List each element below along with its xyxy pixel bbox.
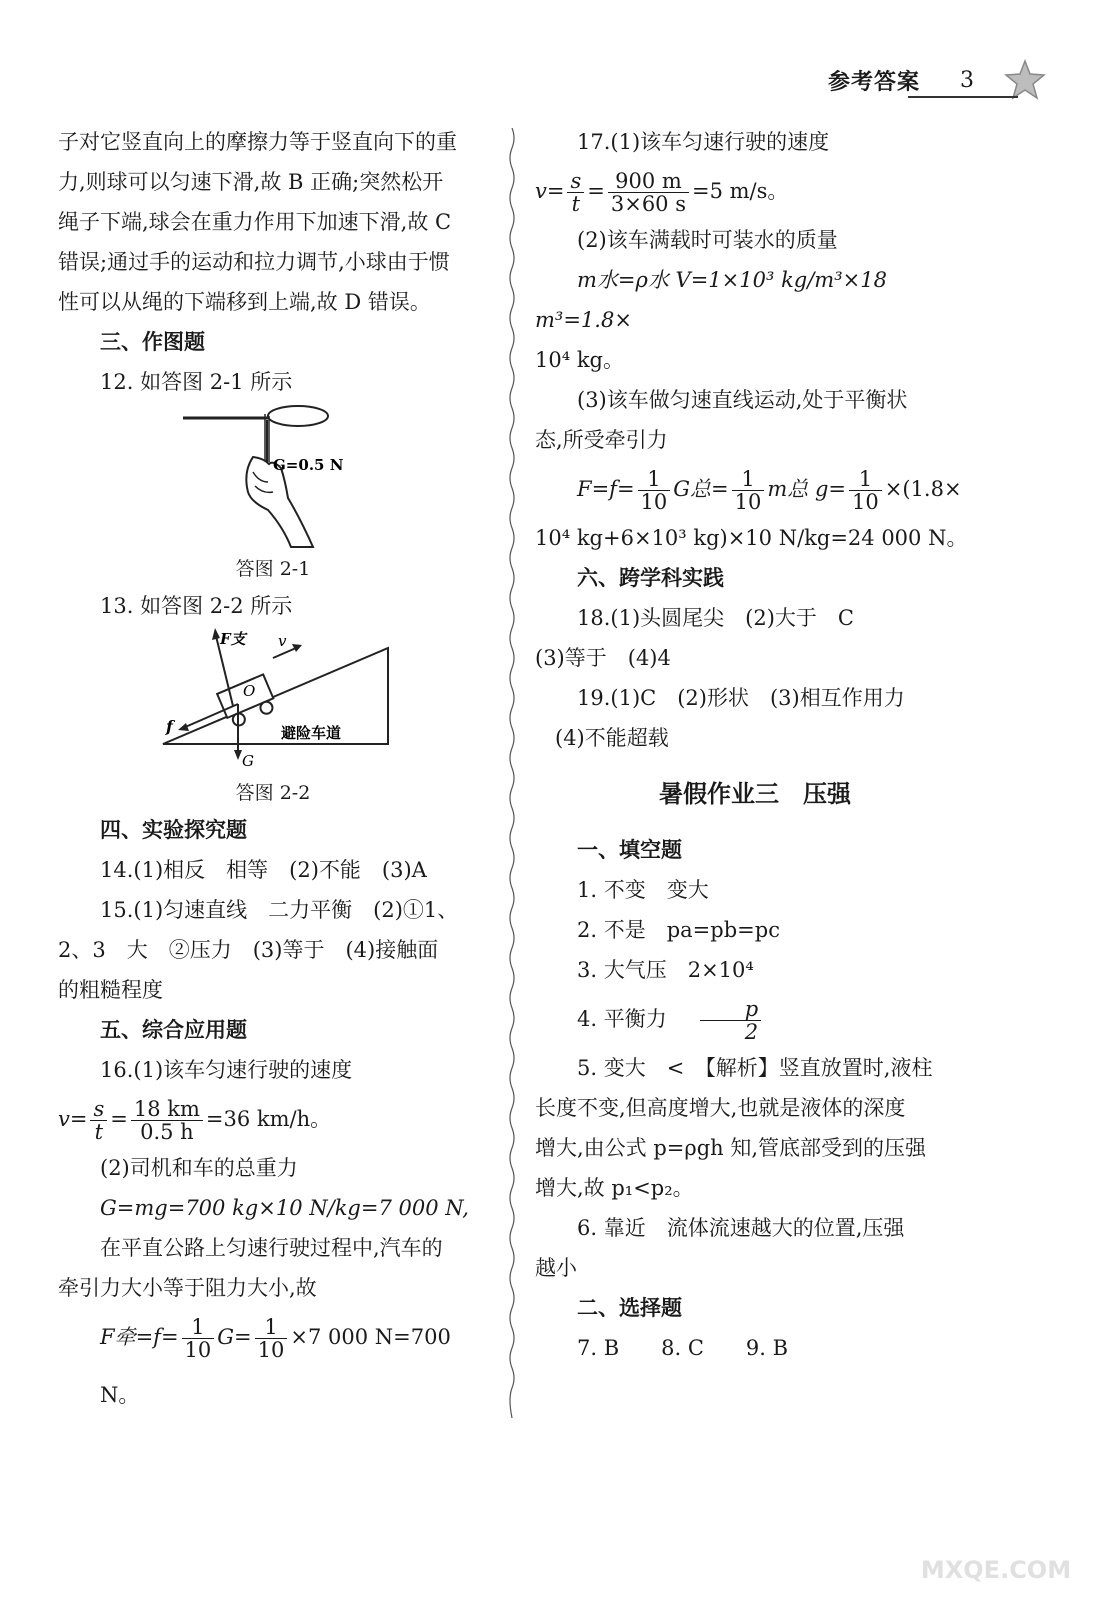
formula-gravity: G=mg=700 kg×10 N/kg=7 000 N, (100, 1196, 469, 1220)
fill-answer-3: 3. 大气压 2×10⁴ (577, 958, 754, 982)
fill-answer-6: 越小 (535, 1256, 577, 1280)
text-line: 错误;通过手的运动和拉力调节,小球由于惯 (58, 250, 450, 274)
question-15-line: 15.(1)匀速直线 二力平衡 (2)①1、 (100, 898, 459, 922)
spoon-hand-diagram (173, 402, 373, 552)
section-heading: 一、填空题 (577, 838, 682, 862)
section-heading: 四、实验探究题 (100, 818, 247, 842)
text-line: 性可以从绳的下端移到上端,故 D 错误。 (58, 290, 431, 314)
figure-2-2 (58, 626, 488, 776)
question-16-text: 牵引力大小等于阻力大小,故 (58, 1276, 317, 1300)
right-column (535, 122, 975, 1368)
velocity-label: v (278, 632, 287, 650)
question-17-part1: 17.(1)该车匀速行驶的速度 (577, 130, 830, 154)
question-13: 13. 如答图 2-2 所示 (100, 594, 293, 618)
page-header (828, 60, 1046, 100)
fill-answer-4: 4. 平衡力 $\frac{p}{2}$ (535, 990, 975, 1048)
text-line: 子对它竖直向上的摩擦力等于竖直向下的重 (58, 130, 457, 154)
question-12: 12. 如答图 2-1 所示 (100, 370, 293, 394)
chapter-title: 暑假作业三 压强 (659, 780, 851, 808)
fill-answer-5: 长度不变,但高度增大,也就是液体的深度 (535, 1096, 906, 1120)
text-line: 力,则球可以匀速下滑,故 B 正确;突然松开 (58, 170, 444, 194)
formula-traction: F牵=f= $\frac{1}{10}$ G= $\frac{1}{10}$ ×7 000 N=700 N。 (100, 1315, 451, 1407)
support-force-label: F支 (220, 630, 246, 648)
question-16-part2: (2)司机和车的总重力 (100, 1156, 298, 1180)
header-rule (908, 96, 1018, 98)
figure-2-1 (58, 402, 488, 552)
left-column (58, 122, 488, 1424)
incline-diagram (148, 626, 398, 776)
question-18-line: (3)等于 (4)4 (535, 646, 671, 670)
choice-answers: 7. B 8. C 9. B (577, 1336, 789, 1360)
question-17-text: (3)该车做匀速直线运动,处于平衡状 (577, 388, 908, 412)
friction-label: f (166, 717, 173, 736)
formula-mass-cont: 10⁴ kg。 (535, 348, 624, 372)
star-icon (1004, 59, 1046, 101)
section-heading: 五、综合应用题 (100, 1018, 247, 1042)
question-16-text: 在平直公路上匀速行驶过程中,汽车的 (100, 1236, 443, 1260)
formula-speed: v= $\frac{s}{t}$ = $\frac{18 km}{0.5 h}$ =36 km/h。 (58, 1097, 332, 1144)
fill-answer-1: 1. 不变 变大 (577, 878, 709, 902)
svg-text:MXQE.COM: MXQE.COM (920, 1556, 1072, 1584)
question-18-line: 18.(1)头圆尾尖 (2)大于 C (577, 606, 854, 630)
fill-answer-5: 增大,故 p₁<p₂。 (535, 1176, 694, 1200)
formula-traction: F=f= $\frac{1}{10}$ G总= $\frac{1}{10}$ m总 g= $\frac{1}{10}$ ×(1.8× (577, 467, 962, 514)
text-line: 绳子下端,球会在重力作用下加速下滑,故 C (58, 210, 452, 234)
gravity-label: G=0.5 N (273, 456, 344, 474)
section-heading: 二、选择题 (577, 1296, 682, 1320)
column-divider (507, 128, 517, 1418)
question-19-line: (4)不能超载 (555, 726, 669, 750)
question-14: 14.(1)相反 相等 (2)不能 (3)A (100, 858, 427, 882)
fill-answer-6: 6. 靠近 流体流速越大的位置,压强 (577, 1216, 905, 1240)
question-17-part2: (2)该车满载时可装水的质量 (577, 228, 838, 252)
section-heading: 三、作图题 (100, 330, 205, 354)
question-16-part1: 16.(1)该车匀速行驶的速度 (100, 1058, 353, 1082)
page-number: 3 (960, 67, 974, 93)
question-17-text: 态,所受牵引力 (535, 428, 668, 452)
question-19-line: 19.(1)C (2)形状 (3)相互作用力 (577, 686, 905, 710)
fill-answer-5: 5. 变大 < 【解析】竖直放置时,液柱 (577, 1056, 933, 1080)
formula-mass: m水=ρ水 V=1×10³ kg/m³×18 m³=1.8× (535, 268, 887, 332)
fill-answer-2: 2. 不是 pa=pb=pc (577, 918, 780, 942)
header-title: 参考答案 (827, 69, 920, 95)
question-15-line: 2、3 大 ②压力 (3)等于 (4)接触面 (58, 938, 439, 962)
formula-speed: v= $\frac{s}{t}$ = $\frac{900 m}{3\times 60 s}$ =5 m/s。 (535, 169, 789, 216)
figure-caption: 答图 2-1 (235, 558, 311, 580)
formula-traction-cont: 10⁴ kg+6×10³ kg)×10 N/kg=24 000 N。 (535, 526, 968, 550)
point-label: O (243, 682, 256, 700)
section-heading: 六、跨学科实践 (577, 566, 724, 590)
watermark (896, 1520, 1096, 1590)
road-label: 避险车道 (281, 724, 342, 742)
question-15-line: 的粗糙程度 (58, 978, 163, 1002)
fill-answer-5: 增大,由公式 p=ρgh 知,管底部受到的压强 (535, 1136, 927, 1160)
gravity-label: G (242, 752, 254, 770)
figure-caption: 答图 2-2 (235, 782, 311, 804)
